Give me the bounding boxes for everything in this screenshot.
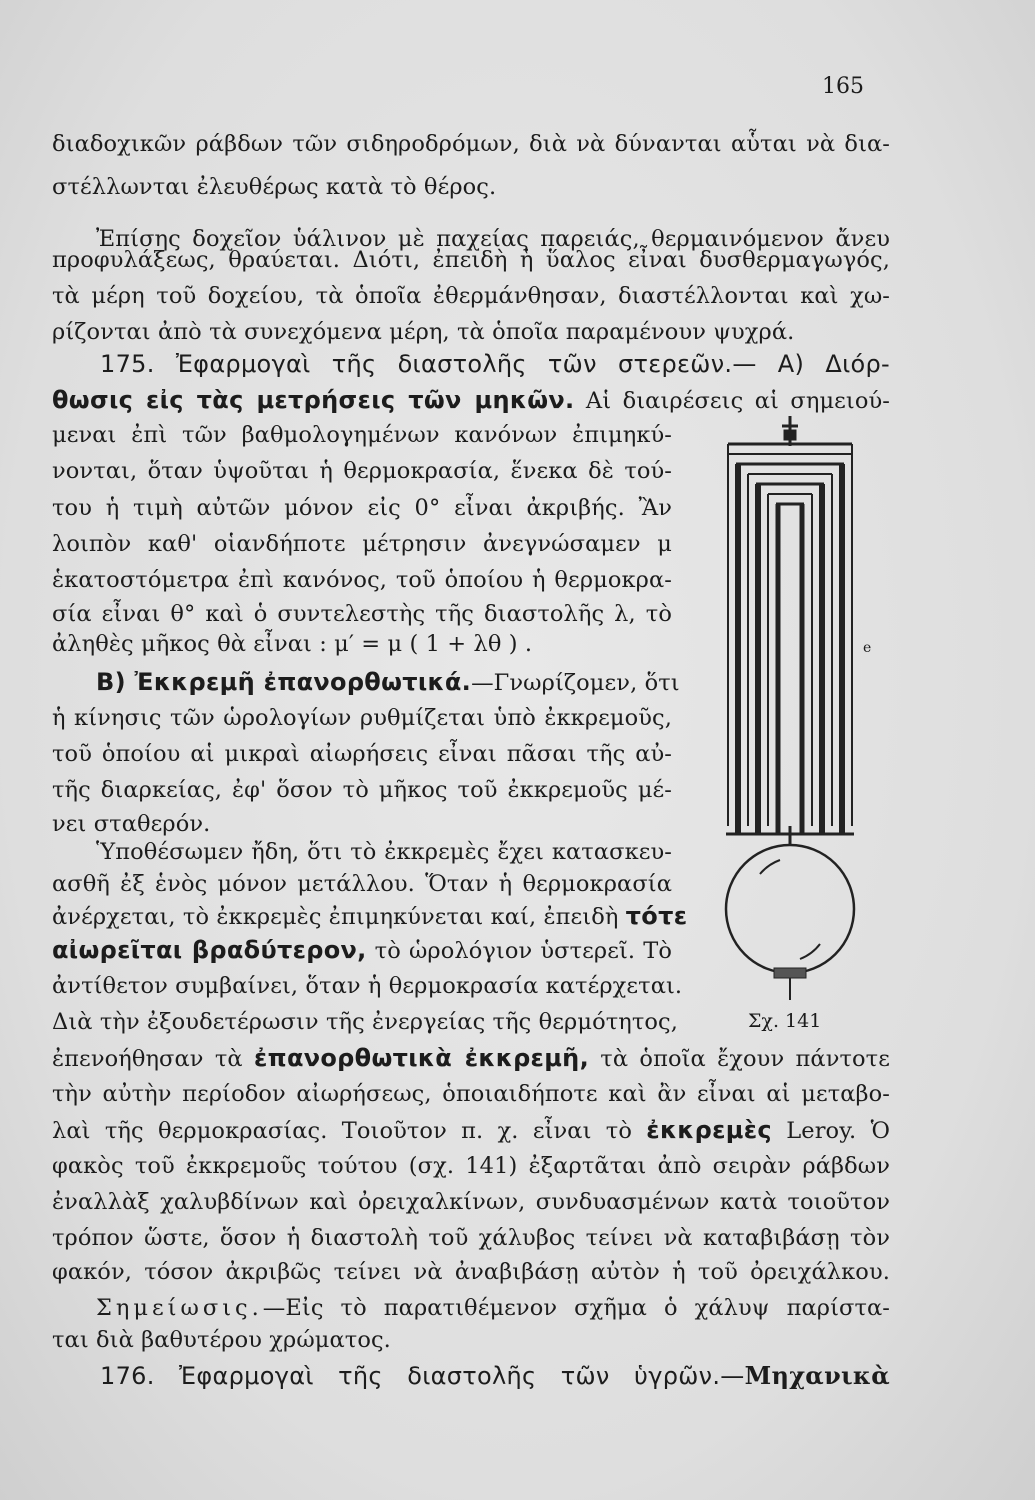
text-line: Ἐπίσης δοχεῖον ὑάλινον μὲ παχείας παρειάς, θερμαινόμενον ἄνευ: [96, 226, 890, 252]
text-line: ἀντίθετον συμβαίνει, ὅταν ἡ θερμοκρασία κατέρχεται.: [52, 973, 683, 999]
text-fragment: Leroy. Ὁ: [771, 1118, 890, 1144]
text-line: τοῦ ὁποίου αἱ μικραὶ αἰωρήσεις εἶναι πᾶσαι τῆς αὐ-: [52, 741, 672, 767]
text-line: [52, 902, 688, 931]
text-fragment: 176. Ἐφαρμογαὶ τῆς διαστολῆς τῶν ὑγρῶν.—: [100, 1362, 745, 1390]
text-line: [52, 1044, 890, 1073]
text-line: προφυλάξεως, θραύεται. Διότι, ἐπειδὴ ἡ ὕαλος εἶναι δυσθερμαγωγός,: [52, 247, 890, 273]
text-fragment: τὸ ὡρολόγιον ὑστερεῖ. Τὸ: [366, 938, 672, 964]
text-line: τῆς διαρκείας, ἐφ' ὅσον τὸ μῆκος τοῦ ἐκκρεμοῦς μέ-: [52, 777, 672, 803]
text-line: μεναι ἐπὶ τῶν βαθμολογημένων κανόνων ἐπιμηκύ-: [52, 422, 672, 448]
text-fragment: τὰ ὁποῖα ἔχουν πάντοτε: [588, 1046, 890, 1072]
text-line: [52, 386, 890, 415]
text-line: [96, 668, 680, 697]
text-line: ρίζονται ἀπὸ τὰ συνεχόμενα μέρη, τὰ ὁποῖα παραμένουν ψυχρά.: [52, 319, 795, 345]
text-line: φακόν, τόσον ἀκριβῶς τείνει νὰ ἀναβιβάσῃ αὐτὸν ἡ τοῦ ὀρειχάλκου.: [52, 1259, 890, 1285]
section-175-subtitle: θωσις εἰς τὰς μετρήσεις τῶν μηκῶν.: [52, 386, 575, 414]
text-line: νονται, ὅταν ὑψοῦται ἡ θερμοκρασία, ἕνεκα δὲ τού-: [52, 458, 672, 484]
text-line: διαδοχικῶν ράβδων τῶν σιδηροδρόμων, διὰ νὰ δύνανται αὗται νὰ δια-: [52, 131, 890, 157]
pendulum-bob-icon: [726, 845, 854, 1000]
text-line: φακὸς τοῦ ἐκκρεμοῦς τούτου (σχ. 141) ἐξαρτᾶται ἀπὸ σειρὰν ράβδων: [52, 1153, 890, 1179]
suspension-icon: [782, 416, 798, 446]
bold-word: Μηχανικὰ: [744, 1361, 890, 1390]
text-line: λοιπὸν καθ' οἱανδήποτε μέτρησιν ἀνεγνώσαμεν μ: [52, 531, 672, 557]
figure-caption: Σχ. 141: [748, 1010, 822, 1032]
text-line: στέλλωνται ἐλευθέρως κατὰ τὸ θέρος.: [52, 174, 497, 200]
text-line: ἑκατοστόμετρα ἐπὶ κανόνος, τοῦ ὁποίου ἡ θερμοκρα-: [52, 567, 672, 593]
text-line: ασθῆ ἐξ ἑνὸς μόνον μετάλλου. Ὅταν ἡ θερμοκρασία: [52, 871, 672, 897]
bold-phrase: αἰωρεῖται βραδύτερον,: [52, 936, 367, 964]
bold-word: τότε: [625, 902, 688, 930]
text-line: ται διὰ βαθυτέρου χρώματος.: [52, 1327, 391, 1353]
text-line: τὴν αὐτὴν περίοδον αἰωρήσεως, ὁποιαιδήποτε καὶ ἂν εἶναι αἱ μεταβο-: [52, 1081, 890, 1107]
text-line: του ἡ τιμὴ αὐτῶν μόνον εἰς 0° εἶναι ἀκριβής. Ἂν: [52, 495, 672, 521]
text-line: τὰ μέρη τοῦ δοχείου, τὰ ὁποῖα ἐθερμάνθησαν, διαστέλλονται καὶ χω-: [52, 283, 890, 309]
formula-line: ἀληθὲς μῆκος θὰ εἶναι : μ′ = μ ( 1 + λθ ) .: [52, 631, 533, 657]
text-fragment: Αἱ διαιρέσεις αἱ σημειού-: [574, 388, 890, 414]
text-fragment: ἀνέρχεται, τὸ ἐκκρεμὲς ἐπιμηκύνεται καί, ἐπειδὴ: [52, 904, 626, 930]
text-fragment: —Γνωρίζομεν, ὅτι: [471, 670, 680, 696]
section-175-title: 175. Ἐφαρμογαὶ τῆς διαστολῆς τῶν στερεῶν.— Α) Διόρ-: [100, 350, 890, 378]
text-line: ἐναλλὰξ χαλυβδίνων καὶ ὀρειχαλκίνων, συνδυασμένων κατὰ τοιοῦτον: [52, 1189, 890, 1215]
text-fragment: λαὶ τῆς θερμοκρασίας. Τοιοῦτον π. χ. εἶναι τὸ: [52, 1118, 647, 1144]
text-line: [52, 936, 672, 965]
gridiron-rods: [726, 444, 854, 846]
text-line: νει σταθερόν.: [52, 811, 211, 837]
note-line: [96, 1294, 890, 1322]
figure-mark: e: [863, 640, 872, 656]
text-line: [52, 1116, 890, 1145]
text-line: τρόπον ὥστε, ὅσον ἡ διαστολὴ τοῦ χάλυβος τείνει νὰ καταβιβάσῃ τὸν: [52, 1225, 890, 1251]
bold-phrase: ἐπανορθωτικὰ ἐκκρεμῆ,: [254, 1044, 589, 1072]
pendulum-figure: [720, 414, 860, 1004]
text-line: ἡ κίνησις τῶν ὡρολογίων ρυθμίζεται ὑπὸ ἐκκρεμοῦς,: [52, 705, 672, 731]
text-line: Διὰ τὴν ἐξουδετέρωσιν τῆς ἐνεργείας τῆς θερμότητος,: [52, 1009, 679, 1035]
page-number: 165: [822, 74, 864, 99]
bold-word: ἐκκρεμὲς: [646, 1116, 772, 1144]
section-b-heading: Β) Ἐκκρεμῆ ἐπανορθωτικά.: [96, 668, 472, 696]
text-line: Ὑποθέσωμεν ἤδη, ὅτι τὸ ἐκκρεμὲς ἔχει κατασκευ-: [96, 839, 672, 865]
text-fragment: —Εἰς τὸ παρατιθέμενον σχῆμα ὁ χάλυψ παρίστα-: [262, 1295, 890, 1321]
text-fragment: ἐπενοήθησαν τὰ: [52, 1046, 255, 1072]
section-176-title: [100, 1362, 890, 1390]
note-label: Σημείωσις.: [96, 1295, 263, 1321]
text-line: σία εἶναι θ° καὶ ὁ συντελεστὴς τῆς διαστολῆς λ, τὸ: [52, 601, 672, 627]
